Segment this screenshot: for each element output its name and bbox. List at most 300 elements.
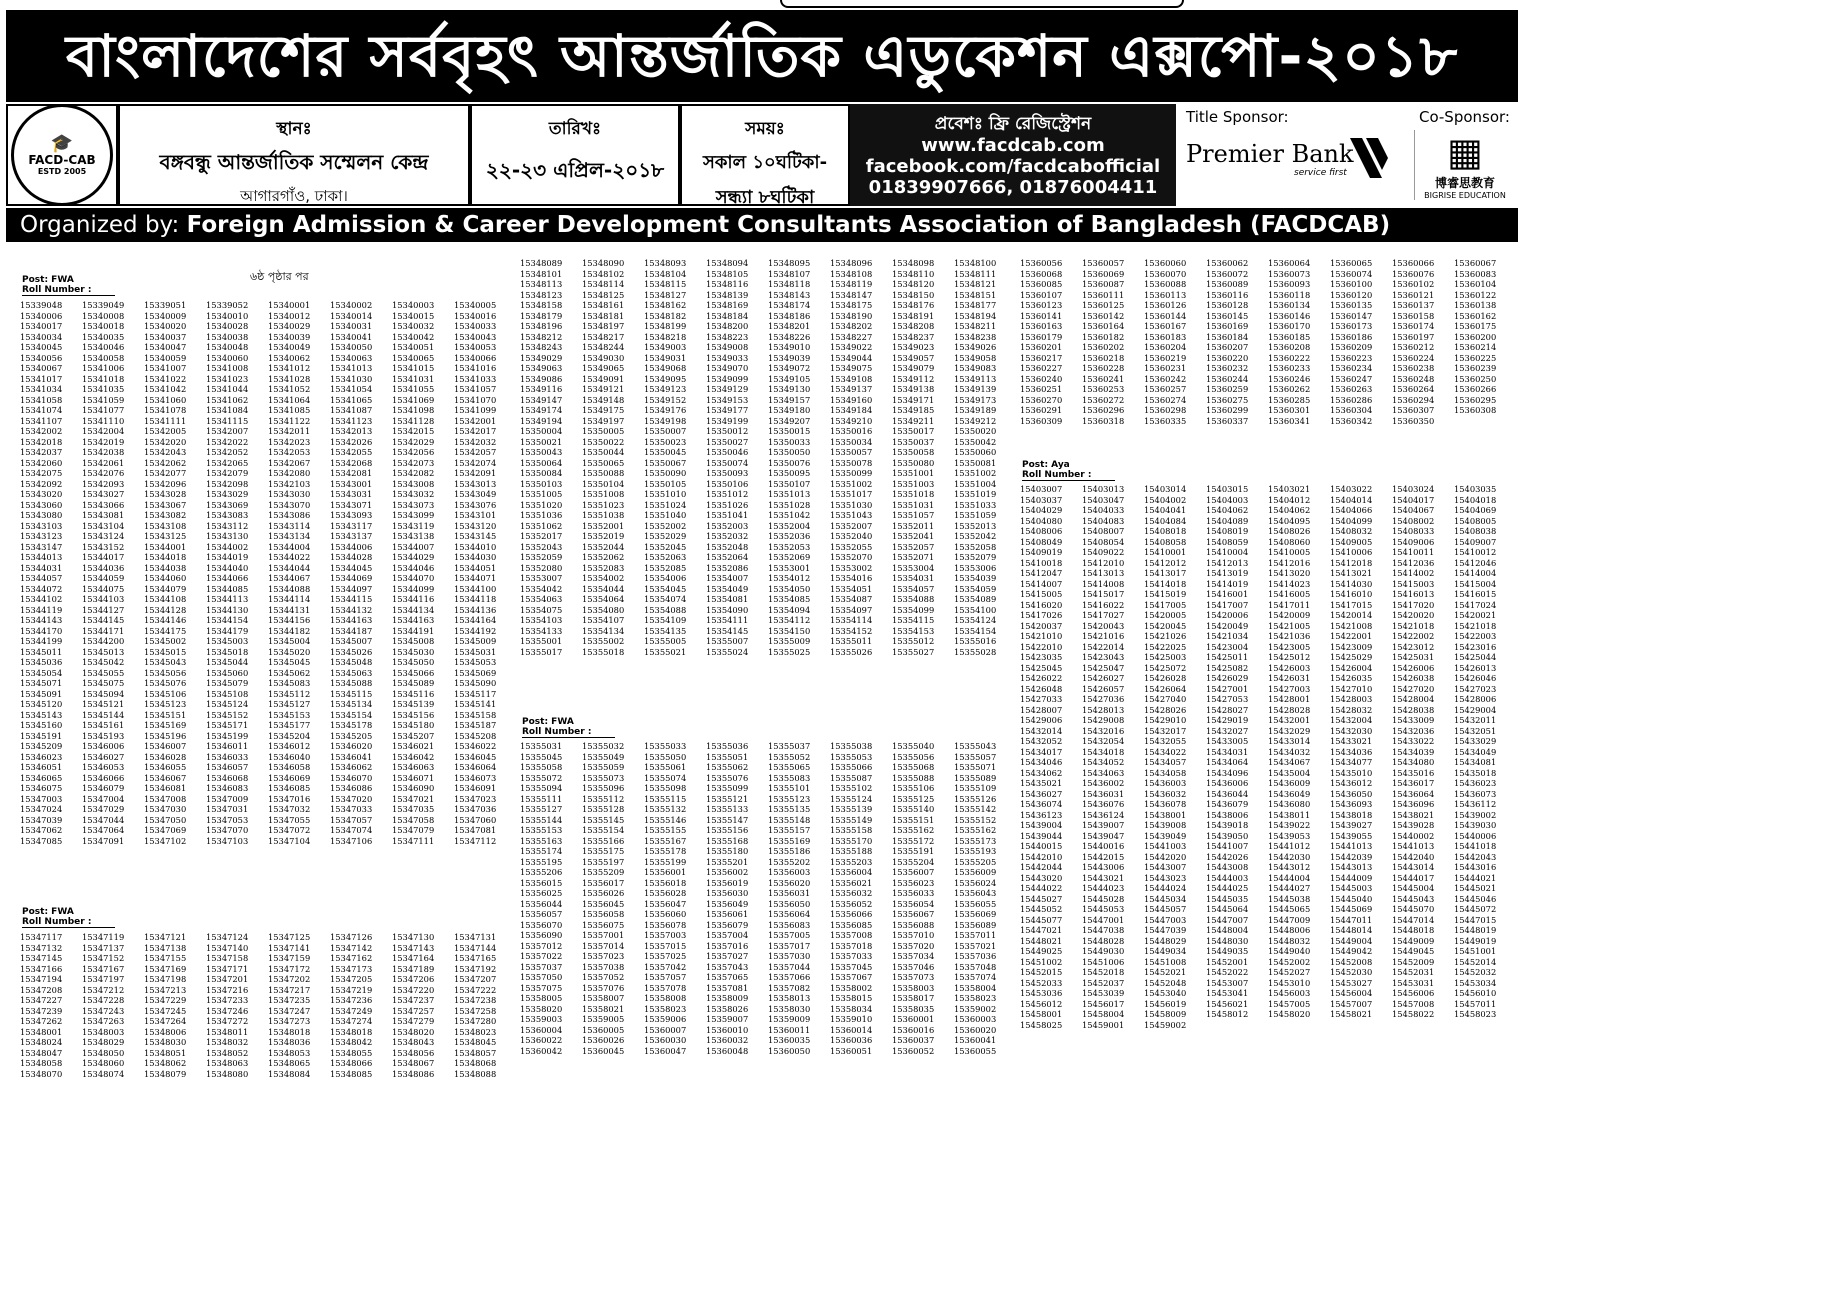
roll-number: 15360169 <box>1206 321 1249 331</box>
roll-number: 15349175 <box>582 405 625 415</box>
roll-number: 15360259 <box>1206 384 1249 394</box>
roll-number: 15349137 <box>830 384 873 394</box>
section-header-left-bottom <box>22 907 115 928</box>
roll-number: 15351040 <box>644 510 687 520</box>
roll-number: 15343104 <box>82 520 125 531</box>
roll-number: 15345193 <box>82 730 125 741</box>
roll-number: 15356017 <box>582 877 625 888</box>
roll-number: 15342057 <box>454 447 497 457</box>
roll-number: 15350065 <box>582 457 625 468</box>
roll-number: 15341022 <box>144 373 187 384</box>
roll-number: 15355133 <box>706 804 749 814</box>
roll-number: 15439030 <box>1454 820 1497 830</box>
roll-number: 15346062 <box>330 762 373 772</box>
roll-number: 15359007 <box>706 1014 749 1024</box>
roll-number: 15353007 <box>520 573 563 583</box>
roll-number: 15349198 <box>644 415 687 426</box>
roll-number: 15456021 <box>1206 998 1249 1009</box>
roll-number: 15342002 <box>20 426 63 436</box>
roll-number: 15344013 <box>20 552 63 562</box>
roll-number: 15347008 <box>144 793 187 804</box>
roll-number: 15347206 <box>392 974 435 984</box>
roll-number: 15360209 <box>1330 342 1373 352</box>
roll-number: 15348108 <box>830 268 873 279</box>
roll-number: 15360179 <box>1020 331 1063 342</box>
roll-number: 15414023 <box>1268 578 1311 589</box>
roll-number: 15356021 <box>830 877 873 888</box>
roll-number: 15355162 <box>954 825 997 835</box>
section-header-left-top <box>22 275 115 296</box>
roll-number: 15341085 <box>268 405 311 415</box>
roll-number: 15439055 <box>1330 830 1373 841</box>
roll-number: 15347167 <box>82 963 125 974</box>
roll-number: 15344182 <box>268 625 311 636</box>
roll-number: 15350017 <box>892 426 935 436</box>
roll-number: 15348104 <box>644 268 687 279</box>
roll-number: 15420037 <box>1020 620 1063 631</box>
roll-number: 15436003 <box>1144 778 1187 788</box>
roll-number: 15447001 <box>1082 914 1125 925</box>
roll-number: 15426048 <box>1020 683 1063 694</box>
roll-number: 15342005 <box>144 426 187 436</box>
roll-number: 15439004 <box>1020 820 1063 830</box>
roll-number: 15345117 <box>454 688 497 699</box>
roll-number: 15347117 <box>20 932 63 942</box>
roll-number: 15347227 <box>20 995 63 1005</box>
roll-number: 15360014 <box>830 1024 873 1035</box>
roll-number: 15427036 <box>1082 694 1125 704</box>
roll-number: 15348043 <box>392 1037 435 1047</box>
roll-number: 15420020 <box>1392 610 1435 620</box>
roll-number: 15357036 <box>954 951 997 961</box>
roll-number: 15408054 <box>1082 536 1125 547</box>
roll-number: 15349099 <box>706 373 749 384</box>
roll-number: 15360162 <box>1454 310 1497 321</box>
roll-number: 15344156 <box>268 615 311 625</box>
roll-number: 15355056 <box>892 751 935 762</box>
roll-number: 15356090 <box>520 930 563 940</box>
roll-number: 15404083 <box>1082 515 1125 526</box>
roll-number: 15428038 <box>1392 704 1435 715</box>
roll-number: 15347243 <box>82 1005 125 1016</box>
roll-number: 15354044 <box>582 583 625 594</box>
roll-number: 15452022 <box>1206 967 1249 977</box>
roll-number: 15341060 <box>144 394 187 405</box>
roll-number: 15356026 <box>582 888 625 898</box>
roll-number: 15347121 <box>144 932 187 942</box>
roll-number: 15356066 <box>830 909 873 919</box>
roll-number: 15352053 <box>768 541 811 552</box>
roll-number: 15349139 <box>954 384 997 394</box>
roll-number: 15352013 <box>954 520 997 531</box>
roll-number: 15350090 <box>644 468 687 478</box>
roll-number: 15449025 <box>1020 946 1063 956</box>
roll-number: 15340060 <box>206 352 249 363</box>
roll-number: 15348006 <box>144 1026 187 1037</box>
roll-number: 15347032 <box>268 804 311 814</box>
roll-number: 15357025 <box>644 951 687 961</box>
roll-number: 15415019 <box>1144 589 1187 599</box>
roll-number: 15352069 <box>768 552 811 562</box>
facebook-link[interactable]: facebook.com/facdcabofficial <box>865 156 1161 177</box>
roll-number: 15349129 <box>706 384 749 394</box>
roll-number: 15457005 <box>1268 998 1311 1009</box>
roll-number: 15351019 <box>954 489 997 499</box>
roll-number: 15342020 <box>144 436 187 447</box>
roll-number: 15457011 <box>1454 998 1497 1009</box>
roll-number: 15360212 <box>1392 342 1435 352</box>
roll-number: 15356007 <box>892 867 935 877</box>
entry-box <box>850 104 1176 206</box>
roll-number: 15357067 <box>830 972 873 982</box>
roll-number: 15355197 <box>582 856 625 867</box>
roll-number: 15348102 <box>582 268 625 279</box>
roll-number: 15339049 <box>82 300 125 310</box>
roll-number: 15441013 <box>1392 841 1435 851</box>
roll-number: 15355115 <box>644 793 687 804</box>
roll-number: 15355011 <box>830 636 873 646</box>
roll-number: 15420045 <box>1144 620 1187 631</box>
roll-number: 15350044 <box>582 447 625 457</box>
roll-number: 15340058 <box>82 352 125 363</box>
roll-number: 15347072 <box>268 825 311 835</box>
roll-number: 15427010 <box>1330 683 1373 694</box>
roll-number: 15355026 <box>830 646 873 657</box>
roll-number: 15404033 <box>1082 505 1125 515</box>
roll-number: 15358013 <box>768 993 811 1003</box>
roll-number: 15457007 <box>1330 998 1373 1009</box>
roll-number: 15420049 <box>1206 620 1249 631</box>
roll-number: 15422014 <box>1082 641 1125 652</box>
roll-number: 15414018 <box>1144 578 1187 589</box>
roll-number: 15348237 <box>892 331 935 342</box>
roll-number: 15347145 <box>20 953 63 963</box>
roll-number: 15448019 <box>1454 925 1497 935</box>
roll-number: 15355033 <box>644 741 687 751</box>
roll-number: 15360186 <box>1330 331 1373 342</box>
roll-number: 15414030 <box>1330 578 1373 589</box>
roll-number: 15357005 <box>768 930 811 940</box>
roll-number: 15436049 <box>1268 788 1311 799</box>
roll-number: 15347274 <box>330 1016 373 1026</box>
roll-number: 15347124 <box>206 932 249 942</box>
roll-number: 15348111 <box>954 268 997 279</box>
roll-number: 15436009 <box>1268 778 1311 788</box>
roll-number: 15432029 <box>1268 725 1311 736</box>
roll-number: 15360147 <box>1330 310 1373 321</box>
roll-number: 15348056 <box>392 1047 435 1058</box>
roll-number: 15345180 <box>392 720 435 730</box>
roll-number: 15355098 <box>644 783 687 793</box>
roll-number: 15346071 <box>392 772 435 783</box>
roll-number: 15356020 <box>768 877 811 888</box>
roll-number: 15360274 <box>1144 394 1187 405</box>
roll-number: 15341084 <box>206 405 249 415</box>
roll-number: 15349138 <box>892 384 935 394</box>
roll-number: 15428004 <box>1392 694 1435 704</box>
roll-number: 15410012 <box>1454 547 1497 557</box>
roll-number: 15348186 <box>768 310 811 321</box>
roll-number: 15347125 <box>268 932 311 942</box>
roll-number: 15356060 <box>644 909 687 919</box>
roll-number: 15355040 <box>892 741 935 751</box>
roll-number: 15344154 <box>206 615 249 625</box>
roll-number: 15349174 <box>520 405 563 415</box>
roll-number: 15347262 <box>20 1016 63 1026</box>
roll-number: 15358002 <box>830 982 873 993</box>
roll-number: 15426035 <box>1330 673 1373 683</box>
roll-number: 15349072 <box>768 363 811 373</box>
roll-number: 15444004 <box>1268 872 1311 883</box>
roll-number: 15347102 <box>144 835 187 846</box>
roll-number: 15355072 <box>520 772 563 783</box>
roll-number: 15347069 <box>144 825 187 835</box>
roll-number: 15341128 <box>392 415 435 426</box>
roll-number: 15356009 <box>954 867 997 877</box>
roll-number: 15344071 <box>454 573 497 583</box>
roll-number: 15343114 <box>268 520 311 531</box>
roll-number: 15440016 <box>1082 841 1125 851</box>
roll-number: 15404002 <box>1144 494 1187 505</box>
roll-number: 15425045 <box>1020 662 1063 673</box>
roll-number: 15360041 <box>954 1035 997 1045</box>
roll-number: 15404099 <box>1330 515 1373 526</box>
roll-number: 15441012 <box>1268 841 1311 851</box>
roll-number: 15360026 <box>582 1035 625 1045</box>
roll-number: 15347233 <box>206 995 249 1005</box>
roll-number: 15433029 <box>1454 736 1497 746</box>
roll-number: 15355101 <box>768 783 811 793</box>
roll-number: 15348182 <box>644 310 687 321</box>
roll-number: 15357037 <box>520 961 563 972</box>
roll-number: 15360111 <box>1082 289 1125 300</box>
roll-number: 15426013 <box>1454 662 1497 673</box>
roll-number: 15350007 <box>644 426 687 436</box>
roll-number: 15350074 <box>706 457 749 468</box>
bigrise-logo <box>1414 130 1515 200</box>
roll-number: 15355203 <box>830 856 873 867</box>
roll-number: 15355168 <box>706 835 749 846</box>
roll-number: 15427003 <box>1268 683 1311 694</box>
roll-number: 15343080 <box>20 510 63 520</box>
roll-number: 15352004 <box>768 520 811 531</box>
roll-number: 15341055 <box>392 384 435 394</box>
roll-number: 15357074 <box>954 972 997 982</box>
roll-number: 15355175 <box>582 846 625 856</box>
roll-number: 15445072 <box>1454 904 1497 914</box>
roll-number: 15435004 <box>1268 767 1311 778</box>
roll-number: 15360116 <box>1206 289 1249 300</box>
roll-number: 15434064 <box>1206 757 1249 767</box>
roll-number: 15355099 <box>706 783 749 793</box>
roll-number: 15347194 <box>20 974 63 984</box>
roll-number: 15452048 <box>1144 977 1187 988</box>
roll-number: 15345054 <box>20 667 63 678</box>
roll-number: 15352057 <box>892 541 935 552</box>
roll-number: 15348114 <box>582 279 625 289</box>
roll-number: 15354112 <box>768 615 811 625</box>
roll-number: 15439022 <box>1268 820 1311 830</box>
roll-number: 15360264 <box>1392 384 1435 394</box>
roll-number: 15348147 <box>830 289 873 300</box>
roll-number: 15344164 <box>454 615 497 625</box>
roll-number: 15448018 <box>1392 925 1435 935</box>
roll-number: 15345004 <box>268 636 311 646</box>
roll-number: 15355017 <box>520 646 563 657</box>
roll-number: 15449004 <box>1330 935 1373 946</box>
roll-number: 15357004 <box>706 930 749 940</box>
roll-number: 15425029 <box>1330 652 1373 662</box>
roll-number: 15403014 <box>1144 484 1187 494</box>
roll-number: 15429008 <box>1082 715 1125 725</box>
roll-number: 15428026 <box>1144 704 1187 715</box>
roll-number: 15357044 <box>768 961 811 972</box>
roll-number: 15349108 <box>830 373 873 384</box>
roll-number: 15354153 <box>892 625 935 636</box>
roll-number: 15357023 <box>582 951 625 961</box>
roll-number: 15404041 <box>1144 505 1187 515</box>
roll-number: 15340018 <box>82 321 125 331</box>
roll-number: 15360248 <box>1392 373 1435 384</box>
roll-number: 15348125 <box>582 289 625 300</box>
roll-number: 15348094 <box>706 258 749 268</box>
roll-number: 15360286 <box>1330 394 1373 405</box>
roll-number: 15341099 <box>454 405 497 415</box>
roll-number: 15349033 <box>706 352 749 363</box>
roll-number: 15344115 <box>330 594 373 604</box>
roll-number: 15340059 <box>144 352 187 363</box>
roll-number: 15360045 <box>582 1045 625 1056</box>
roll-number: 15347036 <box>454 804 497 814</box>
roll-number: 15426028 <box>1144 673 1187 683</box>
roll-number: 15345015 <box>144 646 187 657</box>
roll-number: 15440015 <box>1020 841 1063 851</box>
roll-number: 15436124 <box>1082 809 1125 820</box>
roll-number: 15404089 <box>1206 515 1249 526</box>
roll-number: 15347070 <box>206 825 249 835</box>
roll-number: 15345160 <box>20 720 63 730</box>
roll-number: 15458012 <box>1206 1009 1249 1019</box>
roll-number: 15356070 <box>520 919 563 930</box>
roll-number: 15342018 <box>20 436 63 447</box>
roll-number: 15345151 <box>144 709 187 720</box>
roll-number: 15354100 <box>954 604 997 615</box>
roll-number: 15343067 <box>144 499 187 510</box>
roll-number: 15422002 <box>1392 631 1435 641</box>
roll-number: 15342079 <box>206 468 249 478</box>
roll-number: 15420043 <box>1082 620 1125 631</box>
roll-number: 15404066 <box>1330 505 1373 515</box>
website-link[interactable]: www.facdcab.com <box>921 135 1105 156</box>
roll-number: 15350046 <box>706 447 749 457</box>
roll-number: 15453007 <box>1206 977 1249 988</box>
roll-number: 15348089 <box>520 258 563 268</box>
roll-number: 15427023 <box>1454 683 1497 694</box>
roll-number: 15426022 <box>1020 673 1063 683</box>
roll-number: 15345007 <box>330 636 373 646</box>
roll-number: 15444003 <box>1206 872 1249 883</box>
roll-number: 15341074 <box>20 405 63 415</box>
roll-number: 15447038 <box>1082 925 1125 935</box>
roll-number: 15345177 <box>268 720 311 730</box>
roll-number: 15349210 <box>830 415 873 426</box>
roll-number: 15439028 <box>1392 820 1435 830</box>
roll-number: 15360228 <box>1082 363 1125 373</box>
entry-label: প্রবেশঃ ফ্রি রেজিস্ট্রেশন <box>934 114 1092 134</box>
roll-number: 15348065 <box>268 1058 311 1068</box>
roll-number: 15349148 <box>582 394 625 405</box>
roll-number: 15445052 <box>1020 904 1063 914</box>
roll-number: 15343076 <box>454 499 497 510</box>
roll-number: 15351003 <box>892 478 935 489</box>
roll-number: 15351036 <box>520 510 563 520</box>
roll-number: 15340062 <box>268 352 311 363</box>
roll-number: 15422025 <box>1144 641 1187 652</box>
roll-number: 15456017 <box>1082 998 1125 1009</box>
roll-number: 15348068 <box>454 1058 497 1068</box>
roll-number: 15341030 <box>330 373 373 384</box>
roll-number: 15360016 <box>892 1024 935 1035</box>
roll-number: 15345204 <box>268 730 311 741</box>
roll-number: 15349212 <box>954 415 997 426</box>
roll-number: 15358007 <box>582 993 625 1003</box>
roll-number: 15355059 <box>582 762 625 772</box>
roll-number: 15346055 <box>144 762 187 772</box>
roll-number: 15360052 <box>892 1045 935 1056</box>
roll-number: 15341078 <box>144 405 187 415</box>
roll-number: 15433021 <box>1330 736 1373 746</box>
roll-number: 15456003 <box>1268 988 1311 998</box>
roll-number: 15344022 <box>268 552 311 562</box>
roll-number: 15344072 <box>20 583 63 594</box>
roll-number: 15357076 <box>582 982 625 993</box>
roll-number: 15344006 <box>330 541 373 552</box>
roll-number: 15452021 <box>1144 967 1187 977</box>
roll-number: 15350027 <box>706 436 749 447</box>
roll-number: 15360158 <box>1392 310 1435 321</box>
roll-number: 15347222 <box>454 984 497 995</box>
roll-number: 15360004 <box>520 1024 563 1035</box>
roll-number: 15348057 <box>454 1047 497 1058</box>
roll-number: 15355140 <box>892 804 935 814</box>
roll-number: 15456012 <box>1020 998 1063 1009</box>
roll-number: 15452008 <box>1330 956 1373 967</box>
roll-number: 15340003 <box>392 300 435 310</box>
roll-number: 15344191 <box>392 625 435 636</box>
roll-number: 15360067 <box>1454 258 1497 268</box>
roll-number: 15357081 <box>706 982 749 993</box>
roll-number: 15354080 <box>582 604 625 615</box>
roll-number: 15404062 <box>1268 505 1311 515</box>
roll-number: 15343069 <box>206 499 249 510</box>
roll-number: 15348194 <box>954 310 997 321</box>
roll-number: 15341064 <box>268 394 311 405</box>
roll-number: 15350107 <box>768 478 811 489</box>
roll-number: 15344067 <box>268 573 311 583</box>
roll-number: 15349189 <box>954 405 997 415</box>
roll-number: 15355066 <box>830 762 873 772</box>
roll-number: 15355050 <box>644 751 687 762</box>
roll-number: 15445035 <box>1206 893 1249 904</box>
roll-number: 15441013 <box>1330 841 1373 851</box>
roll-number: 15356057 <box>520 909 563 919</box>
roll-number: 15434017 <box>1020 746 1063 757</box>
roll-number: 15342037 <box>20 447 63 457</box>
roll-number: 15360173 <box>1330 321 1373 331</box>
roll-number: 15436080 <box>1268 799 1311 809</box>
roll-number: 15404012 <box>1268 494 1311 505</box>
roll-number: 15348190 <box>830 310 873 321</box>
